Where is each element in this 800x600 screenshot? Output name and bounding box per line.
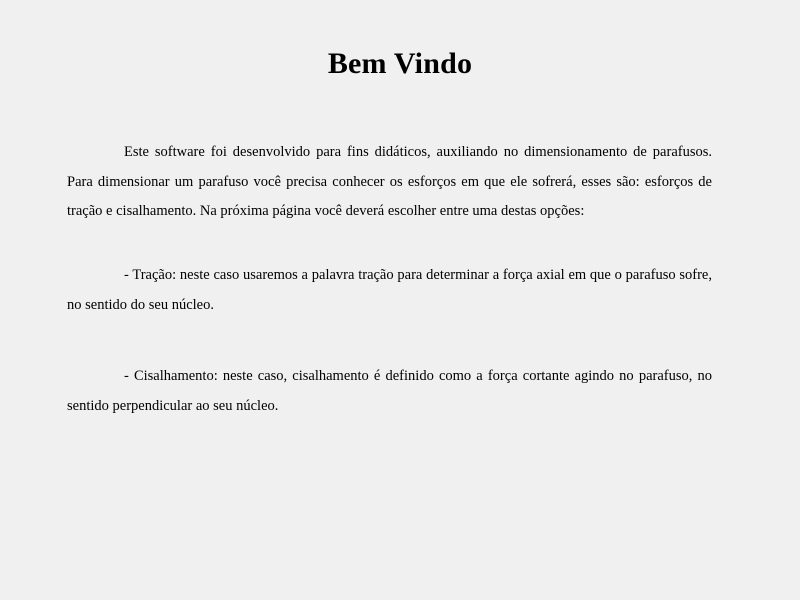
- page-title: Bem Vindo: [327, 47, 473, 80]
- intro-paragraph: Este software foi desenvolvido para fins didáticos, auxiliando no dimensionamento de parafusos. Para dimensionar um parafuso você precisa conhecer os esforços em que ele sofrerá, esses são: esforços de tração e cisalhamento. Na próxima página você deverá escolher entre uma destas opções:: [67, 144, 712, 219]
- traction-paragraph: - Tração: neste caso usaremos a palavra tração para determinar a força axial em que o parafuso sofre, no sentido do seu núcleo.: [67, 267, 712, 313]
- shear-paragraph: - Cisalhamento: neste caso, cisalhamento é definido como a força cortante agindo no parafuso, no sentido perpendicular ao seu núcleo.: [67, 368, 712, 414]
